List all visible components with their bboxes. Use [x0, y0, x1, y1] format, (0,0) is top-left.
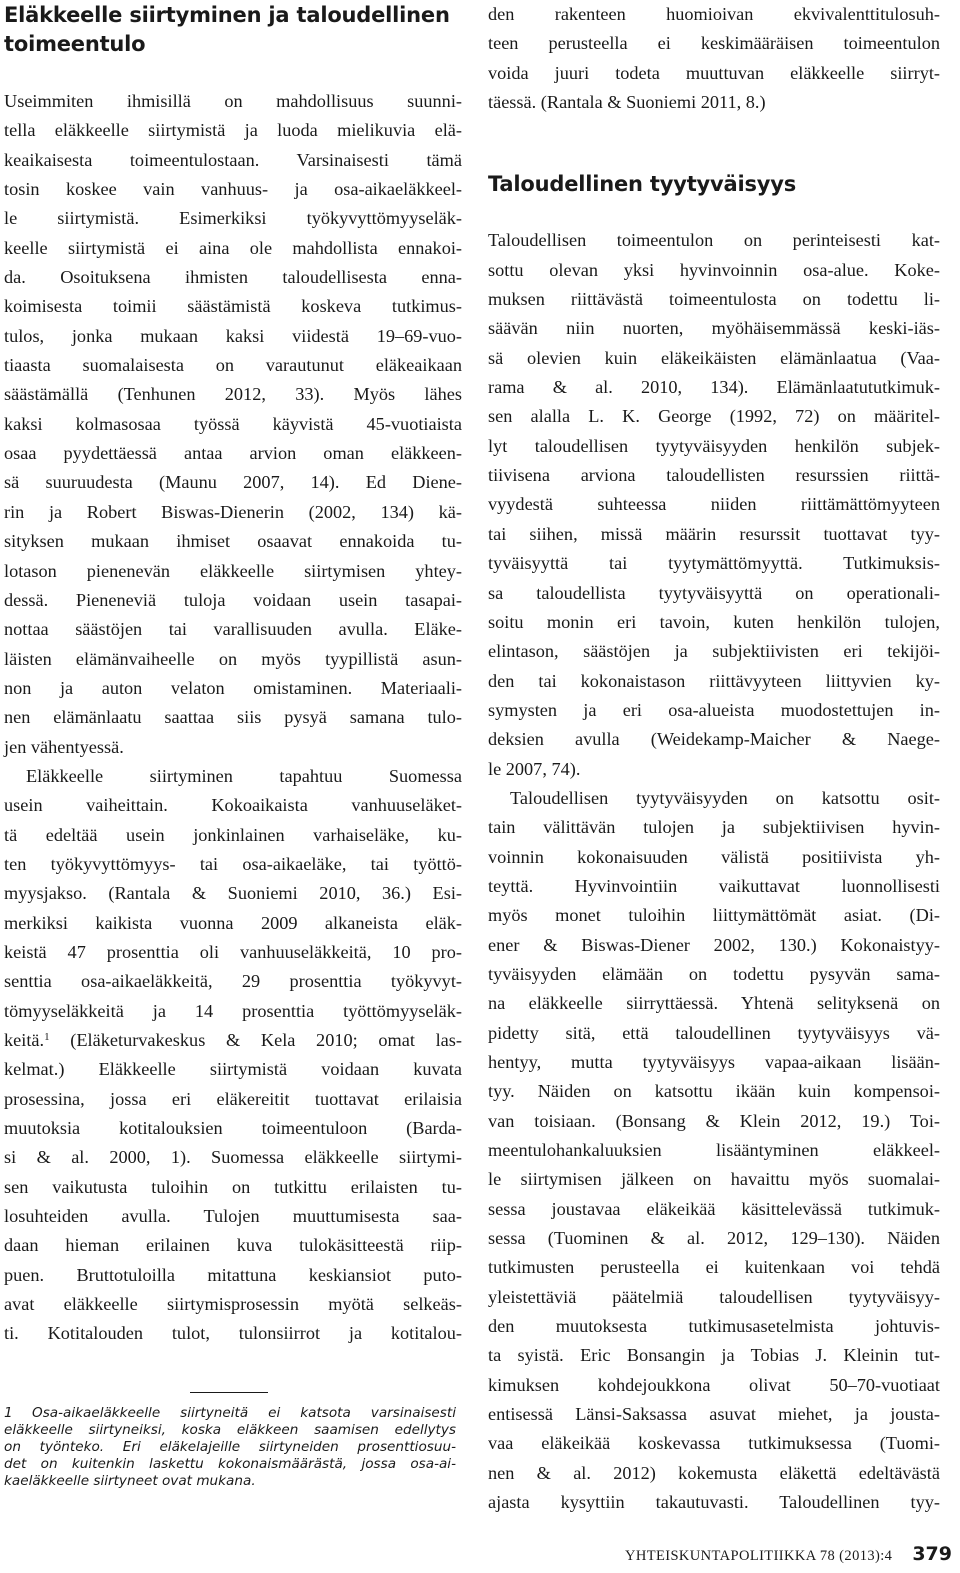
text-line: le siirtymisen jälkeen on havaittu myös suomalai- — [488, 1169, 940, 1190]
text-line: kelmat.) Eläkkeelle siirtymistä voidaan kuvata — [4, 1059, 462, 1080]
text-line: läisten elämänvaiheelle on myös tyypillistä asun- — [4, 648, 462, 669]
footnote-number: 1 — [4, 1405, 13, 1421]
text-line: tiaasta suomalaisesta on varautunut eläkeaikaan — [4, 355, 462, 376]
footnote-rule — [190, 1392, 268, 1393]
text-line: sa taloudellista tyytyväisyyttä on operationali- — [488, 582, 940, 603]
text-fragment: keitä. — [4, 1030, 45, 1050]
text-line: nottaa säästöjen tai varallisuuden avulla. Eläke- — [4, 619, 462, 640]
text-fragment: (Eläketurvakeskus & Kela 2010; omat las- — [49, 1030, 462, 1050]
text-line: Taloudellisen tyytyväisyyden on katsottu osit- — [510, 787, 940, 808]
right-column — [488, 0, 940, 1518]
text-line: pidetty sitä, että taloudellinen tyytyväisyys vä- — [488, 1022, 940, 1043]
text-line: koimisesta toimii säästämistä koskeva tutkimus- — [4, 296, 462, 317]
text-line: keaikaisesta toimeentulostaan. Varsinaisesti tämä — [4, 149, 462, 170]
right-top-body — [488, 0, 940, 117]
text-line: tömyyseläkkeitä ja 14 prosenttia työttömyyseläk- — [4, 1000, 462, 1021]
footnote-line: eläkkeelle siirtyneiksi, koska eläkkeen saamisen edellytys — [4, 1422, 456, 1438]
text-line: tiivisena arviona taloudellisten resurssien riittä- — [488, 465, 940, 486]
text-line: myös monet tuloihin liittymättömät asiat. (Di- — [488, 905, 940, 926]
text-line: voinnin kokonaisuuden välistä positiivista yh- — [488, 846, 940, 867]
text-line: sessa joustavaa eläkeikää käsittelevässä tutkimuk- — [488, 1198, 940, 1219]
text-line: nen & al. 2012) kokemusta eläkettä edeltävästä — [488, 1462, 940, 1483]
text-line: tyväisyyttä tai tyytymättömyyttä. Tutkimuksis- — [488, 553, 940, 574]
text-line: le 2007, 74). — [488, 758, 581, 779]
text-line: teen perusteella ei keskimääräisen toimeentulon — [488, 33, 940, 54]
journal-name: YHTEISKUNTAPOLITIIKKA 78 (2013):4 — [624, 1548, 893, 1564]
text-line: säävän niin nuorten, myöhäisemmässä keski-iäs- — [488, 318, 940, 339]
text-line: tai siihen, missä määrin resurssit tuottavat tyy- — [488, 523, 940, 544]
text-line: yleistettäviä päätelmiä taloudellisen tyytyväisyy- — [488, 1286, 940, 1307]
text-line: sen vaikutusta tuloihin on tutkittu erilaisten tu- — [4, 1176, 462, 1197]
text-line: täessä. (Rantala & Suoniemi 2011, 8.) — [488, 92, 766, 113]
text-line: tosin koskee vain vanhuus- ja osa-aikaeläkkeel- — [4, 179, 462, 200]
section-heading: Taloudellinen tyytyväisyys — [488, 172, 797, 197]
left-column — [4, 0, 462, 1349]
text-line: ta syistä. Eric Bonsangin ja Tobias J. Kleinin tut- — [488, 1345, 940, 1366]
text-line: vaa eläkeikää koskevassa tutkimuksessa (Tuomi- — [488, 1433, 940, 1454]
text-line: daan hieman erilainen kuva tulokäsitteestä riip- — [4, 1235, 462, 1256]
text-line: rama & al. 2010, 134). Elämänlaatututkimuk- — [488, 377, 940, 398]
text-line: ajasta kysyttiin takautuvasti. Taloudellinen tyy- — [488, 1492, 940, 1513]
text-line: säästämällä (Tenhunen 2012, 33). Myös lähes — [4, 384, 462, 405]
text-line: si & al. 2000, 1). Suomessa eläkkeelle siirtymi- — [4, 1147, 462, 1168]
text-line: tutkimusten perusteella ei kuitenkaan voi tehdä — [488, 1257, 940, 1278]
text-line: prosessina, jossa eri eläkereitit tuottavat erilaisia — [4, 1088, 462, 1109]
text-line: losuhteiden avulla. Tulojen muuttumisesta saa- — [4, 1206, 462, 1227]
text-line: den rakenteen huomioivan ekvivalenttitulosuh- — [488, 4, 940, 24]
text-line: tulos, jonka mukaan kaksi viidestä 19–69-vuo- — [4, 325, 462, 346]
text-line: Taloudellisen toimeentulon on perinteisesti kat- — [488, 230, 940, 251]
footnote-line — [4, 1405, 456, 1422]
text-line: muksen riittävästä toimeentulosta on todettu li- — [488, 289, 940, 310]
text-line: lyt taloudellisen tyytyväisyyden henkilön subjek- — [488, 435, 940, 456]
text-line: symysten ja eri osa-alueista muodostettujen in- — [488, 699, 940, 720]
text-line: avat eläkkeelle siirtymisprosessin myötä selkeäs- — [4, 1294, 462, 1315]
text-line: puen. Bruttotuloilla mitattuna keskiansiot puto- — [4, 1264, 462, 1285]
text-line: tä edeltää usein jonkinlainen varhaiseläke, ku- — [4, 824, 462, 845]
footnote-line: det on kuitenkin laskettu kokonaismäärästä, jossa osa-ai- — [4, 1456, 456, 1472]
left-body — [4, 87, 462, 1349]
heading-line: Eläkkeelle siirtyminen ja taloudellinen — [4, 3, 450, 27]
text-line: van toisiaan. (Bonsang & Klein 2012, 19.) Toi- — [488, 1110, 940, 1131]
text-line: meentulohankaluuksien lisääntyminen eläkkeel- — [488, 1140, 940, 1161]
text-line: le siirtymistä. Esimerkiksi työkyvyttömyyseläk- — [4, 208, 462, 229]
text-line: voida juuri todeta muuttuvan eläkkeelle siirryt- — [488, 62, 940, 83]
text-line: tyy. Näiden on katsottu ikään kuin kompensoi- — [488, 1081, 940, 1102]
text-line: hentyy, mutta tyytyväisyys vapaa-aikaan lisään- — [488, 1052, 940, 1072]
text-line: sessa (Tuominen & al. 2012, 129–130). Näiden — [488, 1228, 940, 1249]
footnote-line: kaeläkkeelle siirtyneet ovat mukana. — [4, 1473, 256, 1489]
text-line: deksien avulla (Weidekamp-Maicher & Naege- — [488, 729, 940, 750]
section-heading — [4, 0, 462, 59]
text-line: ten työkyvyttömyys- tai osa-aikaeläke, tai työttö- — [4, 853, 462, 874]
text-line: senttia osa-aikaeläkkeitä, 29 prosenttia työkyvyt- — [4, 971, 462, 992]
text-line: keelle siirtymistä ei aina ole mahdollista ennakoi- — [4, 237, 462, 258]
text-line: tella eläkkeelle siirtymistä ja luoda mielikuvia elä- — [4, 120, 462, 141]
text-line: da. Osoituksena ihmisten taloudellisesta enna- — [4, 267, 462, 288]
text-line: kimuksen kohdejoukkona olivat 50–70-vuotiaat — [488, 1374, 940, 1395]
footnote — [4, 1405, 456, 1490]
text-line-with-footnote-ref — [4, 1026, 462, 1055]
text-line: na eläkkeelle siirryttäessä. Yhtenä selityksenä on — [488, 993, 940, 1014]
footnote-reference: 1 — [44, 1031, 50, 1043]
text-line: soitu monin eri tavoin, kuten henkilön tulojen, — [488, 611, 940, 632]
text-line: ener & Biswas-Diener 2002, 130.) Kokonaistyy- — [488, 934, 940, 955]
text-line: dessä. Pieneneviä tuloja voidaan usein tasapai- — [4, 589, 462, 610]
text-line: merkiksi kaikista vuonna 2009 alkaneista eläk- — [4, 912, 462, 933]
text-line: sä olevien kuin eläkeikäisten elämänlaatua (Vaa- — [488, 347, 940, 368]
footnote-line: on työnteko. Eri eläkelajeille siirtyneiden prosenttiosuu- — [4, 1439, 456, 1455]
text-line: usein vaiheittain. Kokoaikaista vanhuuseläket- — [4, 795, 462, 816]
text-line: jen vähentyessä. — [4, 736, 124, 757]
text-line: kaksi kolmasosaa työssä käyvistä 45-vuotiaista — [4, 413, 462, 434]
right-body — [488, 226, 940, 1517]
text-line: myysjakso. (Rantala & Suoniemi 2010, 36.) Esi- — [4, 883, 462, 904]
page-number: 379 — [912, 1543, 952, 1565]
text-line: entisessä Länsi-Saksassa asuvat miehet, ja jousta- — [488, 1404, 940, 1425]
text-line: Eläkkeelle siirtyminen tapahtuu Suomessa — [26, 765, 462, 786]
text-line: sä suuruudesta (Maunu 2007, 14). Ed Diene- — [4, 472, 462, 493]
text-line: osaa pyydettäessä antaa arvion oman eläkkeen- — [4, 443, 462, 464]
text-line: tain välittävän tulojen ja subjektiivisen hyvin- — [488, 817, 940, 838]
page-footer — [625, 1543, 952, 1565]
text-line: ti. Kotitalouden tulot, tulonsiirrot ja kotitalou- — [4, 1323, 462, 1344]
text-line: lotason pienenevän eläkkeelle siirtymisen yhtey- — [4, 560, 462, 581]
text-line: teyttä. Hyvinvointiin vaikuttavat luonnollisesti — [488, 875, 940, 896]
text-line: Useimmiten ihmisillä on mahdollisuus suunni- — [4, 91, 462, 111]
text-line: sityksen mukaan ihmiset osaavat ennakoida tu- — [4, 531, 462, 552]
text-line: non ja auton velaton omistaminen. Materiaali- — [4, 677, 462, 698]
text-line: nen elämänlaatu saattaa siis pysyä samana tulo- — [4, 707, 462, 728]
text-line: den tai kokonaistason riittävyyteen liittyvien ky- — [488, 670, 940, 691]
text-line: muutoksia kotitalouksien toimeentuloon (Barda- — [4, 1118, 462, 1139]
text-line: elintason, säästöjen ja subjektiivisten eri tekijöi- — [488, 641, 940, 662]
text-line: keistä 47 prosenttia oli vanhuuseläkkeitä, 10 pro- — [4, 941, 462, 962]
text-line: vyydestä suhteessa niiden riittämättömyyteen — [488, 494, 940, 515]
text-line: sen alalla L. K. George (1992, 72) on määritel- — [488, 406, 940, 427]
text-line: rin ja Robert Biswas-Dienerin (2002, 134) kä- — [4, 501, 462, 522]
heading-line: toimeentulo — [4, 32, 146, 56]
footnote-text: Osa-aikaeläkkeelle siirtyneitä ei katsota varsinaisesti — [32, 1405, 456, 1421]
text-line: den muutoksesta tutkimusasetelmista johtuvis- — [488, 1316, 940, 1337]
text-line: sottu olevan yksi hyvinvoinnin osa-alue. Koke- — [488, 259, 940, 280]
text-line: tyväisyyden elämään on todettu pysyvän sama- — [488, 963, 940, 984]
